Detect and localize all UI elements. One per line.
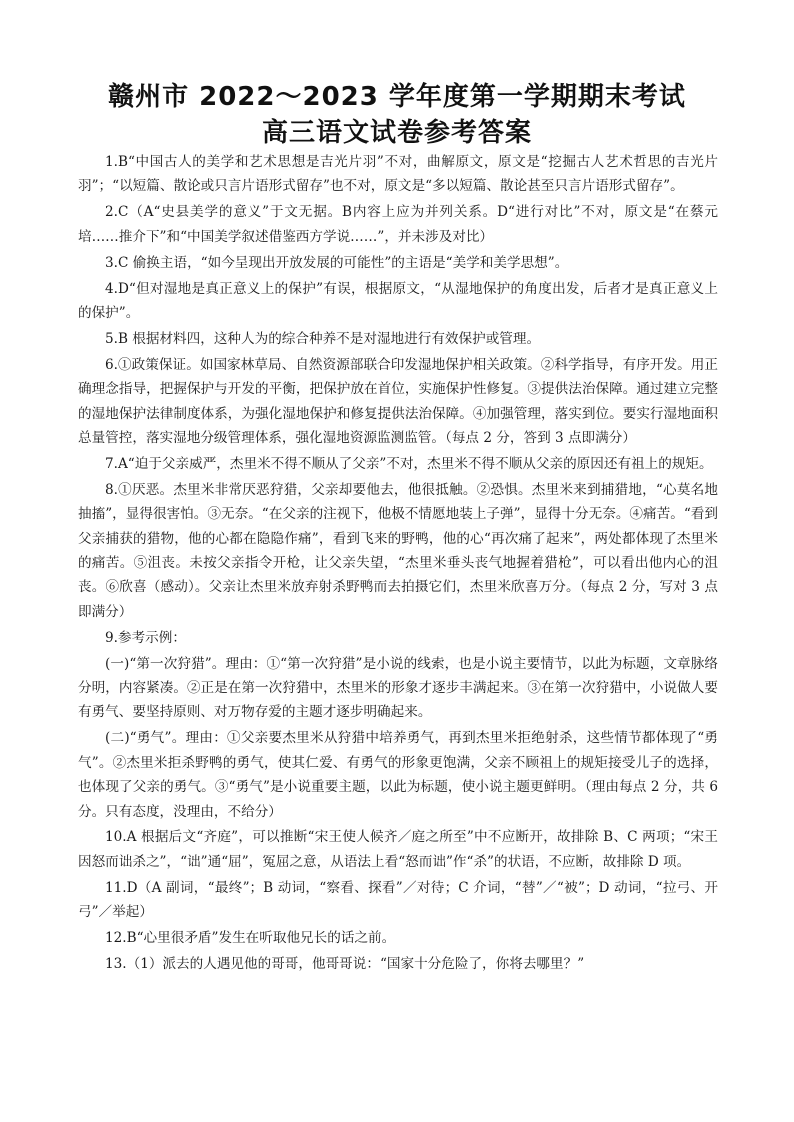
answer-key-subtitle: 高三语文试卷参考答案 bbox=[261, 118, 532, 148]
answer-11: 11.D（A 副词，“最终”；B 动词，“察看、探看”／对待；C 介词，“替”／“被”；D 动词，“拉弓、开弓”／举起） bbox=[78, 879, 718, 921]
answer-7: 7.A“迫于父亲威严，杰里米不得不顺从了父亲”不对，杰里米不得不顺从父亲的原因还有祖上的规矩。 bbox=[105, 455, 713, 472]
answer-9: 9.参考示例： bbox=[105, 629, 186, 646]
exam-title: 赣州市 2022～2023 学年度第一学期期末考试 bbox=[108, 82, 686, 112]
answer-4: 4.D“但对湿地是真正意义上的保护”有误，根据原文，“从湿地保护的角度出发，后者才是真正意义上的保护”。 bbox=[78, 280, 718, 321]
answer-1: 1.B“中国古人的美学和艺术思想是吉光片羽”不对，曲解原文，原文是“挖掘古人艺术哲思的吉光片羽”；“以短篇、散论或只言片语形式留存”也不对，原文是“多以短篇、散论甚至只言片语形式留存”。 bbox=[78, 154, 718, 195]
answer-9-option-1: (一)“第一次狩猎”。理由：①“第一次狩猎”是小说的线索，也是小说主要情节，以此为标题，文章脉络分明，内容紧凑。②正是在第一次狩猎中，杰里米的形象才逐步丰满起来。③在第一次狩猎中，小说做人要有勇气、要坚持原则、对万物存爱的主题才逐步明确起来。 bbox=[78, 655, 718, 721]
answer-8: 8.①厌恶。杰里米非常厌恶狩猎，父亲却要他去，他很抵触。②恐惧。杰里米来到捕猎地，“心莫名地抽搐”，显得很害怕。③无奈。“在父亲的注视下，他极不情愿地装上子弹”，显得十分无奈。④痛苦。“看到父亲捕获的猎物，他的心都在隐隐作痛”，看到飞来的野鸭，他的心“再次痛了起来”，两处都体现了杰里米的痛苦。⑤沮丧。未按父亲指令开枪，让父亲失望，“杰里米垂头丧气地握着猎枪”，可以看出他内心的沮丧。⑥欣喜（感动）。父亲让杰里米放弃射杀野鸭而去拍摄它们，杰里米欣喜万分。（每点 2 分，写对 3 点即满分） bbox=[78, 481, 718, 620]
answer-9-option-2: (二)“勇气”。理由：①父亲要杰里米从狩猎中培养勇气，再到杰里米拒绝射杀，这些情节都体现了“勇气”。②杰里米拒杀野鸭的勇气，使其仁爱、有勇气的形象更饱满，父亲不顾祖上的规矩接受儿子的选择，也体现了父亲的勇气。③“勇气”是小说重要主题，以此为标题，使小说主题更鲜明。（理由每点 2 分，共 6 分。只有态度，没理由，不给分） bbox=[78, 730, 718, 820]
answer-13: 13.（1）派去的人遇见他的哥哥，他哥哥说：“国家十分危险了，你将去哪里？” bbox=[105, 956, 585, 972]
answer-5: 5.B 根据材料四，这种人为的综合种养不是对湿地进行有效保护或管理。 bbox=[105, 330, 541, 347]
answer-2: 2.C（A“史县美学的意义”于文无据。B内容上应为并列关系。D“进行对比”不对，原文是“在蔡元培……推介下”和“中国美学叙述借鉴西方学说……”，并未涉及对比） bbox=[78, 204, 718, 245]
answer-3: 3.C 偷换主语，“如今呈现出开放发展的可能性”的主语是“美学和美学思想”。 bbox=[105, 254, 569, 271]
answer-list bbox=[78, 150, 718, 978]
answer-12: 12.B“心里很矛盾”发生在听取他兄长的话之前。 bbox=[105, 930, 396, 947]
answer-6: 6.①政策保证。如国家林草局、自然资源部联合印发湿地保护相关政策。②科学指导，有序开发。用正确理念指导，把握保护与开发的平衡，把保护放在首位，实施保护性修复。③提供法治保障。通过建立完整的湿地保护法律制度体系，为强化湿地保护和修复提供法治保障。④加强管理，落实到位。要实行湿地面积总量管控，落实湿地分级管理体系，强化湿地资源监测监管。（每点 2 分，答到 3 点即满分） bbox=[78, 356, 718, 446]
answer-10: 10.A 根据后文“齐庭”，可以推断“宋王使人候齐／庭之所至”中不应断开，故排除 B、C 两项；“宋王因怒而诎杀之”，“诎”通“屈”，冤屈之意，从语法上看“怒而诎”作“杀”的状语，不应断，故排除 D 项。 bbox=[78, 829, 718, 870]
